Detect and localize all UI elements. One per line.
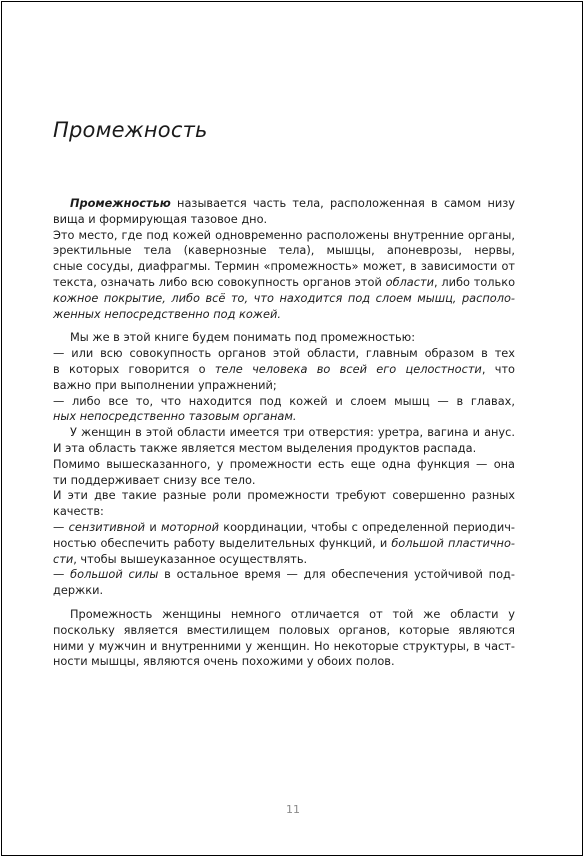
text-line: сные сосуды, диафрагмы. Термин «промежность» может, в зависимости от (53, 259, 515, 274)
text-run: и (145, 519, 161, 534)
text-run: , чтобы вышеуказанное осуществлять. (73, 551, 308, 566)
paragraph-comparison (53, 607, 515, 670)
text-line: эректильные тела (кавернозные тела), мышцы, апоневрозы, нервы, (53, 243, 515, 258)
paragraph-definition (53, 196, 515, 228)
text-line: ти поддерживает снизу все тело. (53, 472, 256, 487)
text-line: У женщин в этой области имеется три отверстия: уретра, вагина и анус. (70, 425, 515, 440)
text-line (53, 394, 515, 410)
text-run: ностью обеспечить работу выделительных функций, и (53, 535, 392, 550)
body-text (53, 196, 515, 670)
text-line: ности мышцы, являются очень похожими у обоих полов. (53, 654, 395, 669)
italic-run: теле человека во всей его целостности (214, 361, 482, 376)
italic-run: сензитивной (68, 519, 146, 534)
page-title: Промежность (53, 118, 208, 142)
text-line: Мы же в этой книге будем понимать под промежностью: (70, 330, 416, 345)
text-line: качеств: (53, 504, 104, 519)
text-line (53, 362, 515, 378)
text-line: кожное покрытие, либо всё то, что находится под слоем мышц, располо- (53, 290, 515, 305)
text-line: — или всю совокупность органов этой области, главным образом в тех (53, 346, 515, 361)
paragraph-interpretation (53, 330, 515, 425)
text-line: держки. (53, 583, 104, 598)
text-run: — (53, 519, 69, 534)
text-line (53, 552, 515, 568)
text-line (53, 536, 515, 552)
text-line (53, 520, 515, 536)
paragraph-functions (53, 425, 515, 599)
italic-run: моторной (160, 519, 219, 534)
text-run: — либо все то, что находится под кожей и слоем мышц — в главах, (53, 393, 515, 408)
text-run: в остальное время — для обеспечения устойчивой под- (158, 567, 515, 582)
term-bold: Промежностью (70, 196, 171, 210)
text-line: важно при выполнении упражнений; (53, 377, 277, 392)
text-run: называется часть тела, расположенная в самом низу (177, 196, 515, 210)
text-line: Помимо вышесказанного, у промежности есть еще одна функция — она (53, 456, 515, 471)
text-line (53, 196, 515, 212)
page-number: 11 (286, 803, 300, 816)
italic-run: сти (53, 551, 74, 566)
text-line (53, 567, 515, 583)
italic-run: большой силы (70, 567, 159, 582)
text-line: женных непосредственно под кожей. (53, 306, 281, 321)
paragraph-description (53, 228, 515, 323)
text-line: вища и формирующая тазовое дно. (53, 211, 268, 226)
text-run: координации, чтобы с определенной периодич- (218, 519, 515, 534)
italic-run: большой пластично- (391, 535, 515, 550)
text-run: текста, означать либо всю совокупность органов этой (53, 274, 386, 289)
text-run: , либо только (433, 274, 515, 289)
text-line: И эта область также является местом выделения продуктов распада. (53, 440, 477, 455)
text-line: Промежность женщины немного отличается от той же области у (70, 606, 515, 621)
text-line: ных непосредственно тазовым органам. (53, 409, 297, 424)
text-line: И эти две такие разные роли промежности требуют совершенно разных (53, 488, 515, 503)
text-run: , что (481, 361, 515, 376)
italic-run: области (385, 274, 434, 289)
text-run: — (53, 567, 71, 582)
text-line: поскольку является вместилищем половых органов, которые являются (53, 622, 515, 637)
text-line (53, 275, 515, 291)
text-line: ними у мужчин и внутренними у женщин. Но некоторые структуры, в част- (53, 638, 515, 653)
text-run: в которых говорится о (53, 361, 215, 376)
text-line: Это место, где под кожей одновременно расположены внутренние органы, (53, 227, 515, 242)
